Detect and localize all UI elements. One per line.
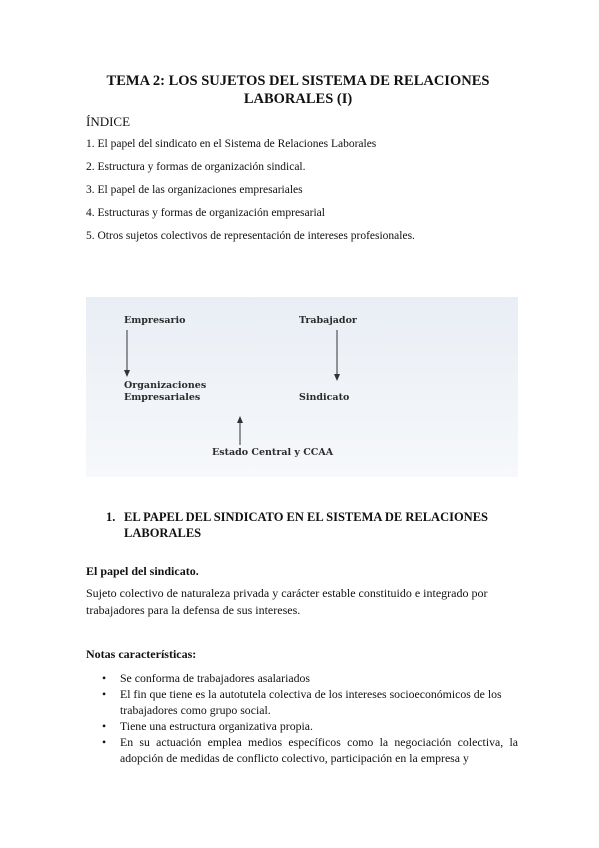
list-item xyxy=(86,718,518,734)
list-item xyxy=(86,734,518,766)
diagram-label-organizaciones-line2: Empresariales xyxy=(124,392,201,403)
section-title: EL PAPEL DEL SINDICATO EN EL SISTEMA DE RELACIONES LABORALES xyxy=(124,510,489,540)
list-item-text: Tiene una estructura organizativa propia. xyxy=(120,719,313,733)
bullet-icon: • xyxy=(102,687,107,701)
diagram-label-trabajador: Trabajador xyxy=(299,315,357,326)
down-arrow-icon xyxy=(332,330,342,382)
bullet-icon: • xyxy=(102,719,107,733)
diagram-label-empresario: Empresario xyxy=(124,315,186,326)
page-title: TEMA 2: LOS SUJETOS DEL SISTEMA DE RELACIONES LABORALES (I) xyxy=(106,73,490,107)
diagram-label-estado: Estado Central y CCAA xyxy=(212,447,334,458)
section-number: 1. xyxy=(106,510,116,524)
subheading-notas: Notas características: xyxy=(86,647,197,661)
list-item-text: En su actuación emplea medios específicos como la negociación colectiva, la adopción de medidas de conflicto colectivo, participación en la empresa y xyxy=(120,735,518,765)
down-arrow-icon xyxy=(122,330,132,378)
index-item: 2. Estructura y formas de organización sindical. xyxy=(86,161,306,173)
characteristics-list xyxy=(86,670,518,766)
index-item: 4. Estructuras y formas de organización empresarial xyxy=(86,207,325,219)
subheading-papel: El papel del sindicato. xyxy=(86,564,199,578)
index-item: 1. El papel del sindicato en el Sistema de Relaciones Laborales xyxy=(86,138,377,150)
list-item xyxy=(86,686,518,718)
bullet-icon: • xyxy=(102,735,107,749)
list-item xyxy=(86,670,518,686)
paragraph-papel: Sujeto colectivo de naturaleza privada y carácter estable constituido e integrado por trabajadores para la defensa de sus intereses. xyxy=(86,586,488,617)
diagram-label-organizaciones-line1: Organizaciones xyxy=(124,380,207,391)
list-item-text: El fin que tiene es la autotutela colectiva de los intereses socioeconómicos de los trabajadores como grupo social. xyxy=(120,687,502,717)
actors-diagram xyxy=(86,297,518,477)
index-item: 3. El papel de las organizaciones empresariales xyxy=(86,184,303,196)
index-item: 5. Otros sujetos colectivos de representación de intereses profesionales. xyxy=(86,230,415,242)
diagram-label-organizaciones xyxy=(124,380,206,404)
up-arrow-icon xyxy=(235,415,245,445)
bullet-icon: • xyxy=(102,671,107,685)
diagram-label-sindicato: Sindicato xyxy=(299,392,350,403)
list-item-text: Se conforma de trabajadores asalariados xyxy=(120,671,310,685)
index-heading: ÍNDICE xyxy=(86,114,131,129)
